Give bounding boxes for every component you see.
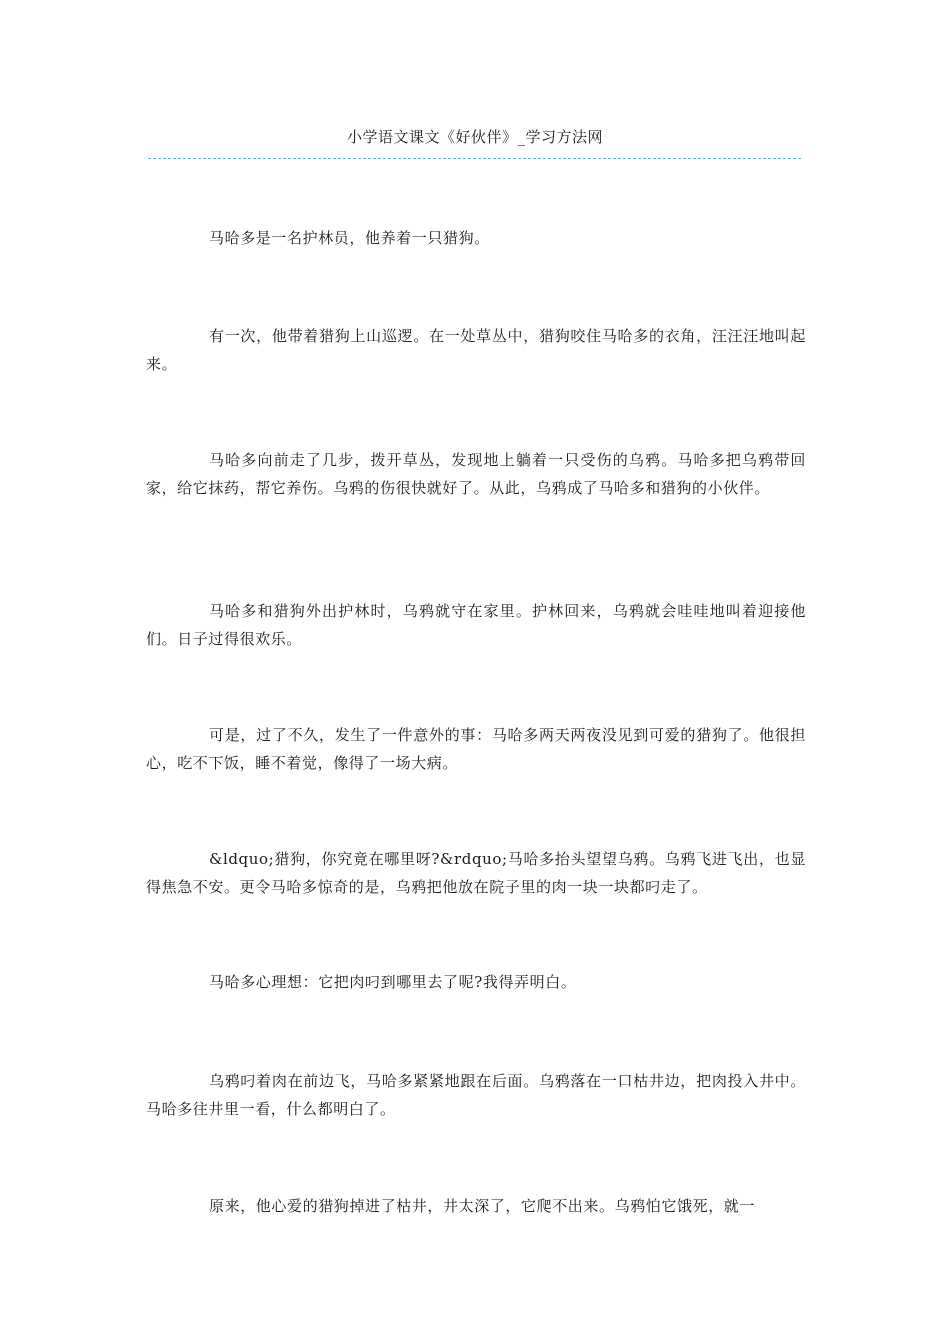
document-title: 小学语文课文《好伙伴》_学习方法网: [346, 128, 603, 146]
paragraph-9: 原来，他心爱的猎狗掉进了枯井，井太深了，它爬不出来。乌鸦怕它饿死，就一: [209, 1197, 756, 1215]
paragraph-4: 马哈多和猎狗外出护林时，乌鸦就守在家里。护林回来，乌鸦就会哇哇地叫着迎接他们。日子过得很欢乐。: [146, 602, 806, 648]
paragraph-8: 乌鸦叼着肉在前边飞，马哈多紧紧地跟在后面。乌鸦落在一口枯井边，把肉投入井中。马哈多往井里一看，什么都明白了。: [146, 1072, 806, 1118]
paragraph-5: 可是，过了不久，发生了一件意外的事：马哈多两天两夜没见到可爱的猎狗了。他很担心，吃不下饭，睡不着觉，像得了一场大病。: [146, 726, 806, 772]
paragraph-6: &ldquo;猎狗，你究竟在哪里呀?&rdquo;马哈多抬头望望乌鸦。乌鸦飞进飞出，也显得焦急不安。更令马哈多惊奇的是，乌鸦把他放在院子里的肉一块一块都叼走了。: [146, 850, 806, 896]
paragraph-3: 马哈多向前走了几步，拨开草丛，发现地上躺着一只受伤的乌鸦。马哈多把乌鸦带回家，给它抹药，帮它养伤。乌鸦的伤很快就好了。从此，乌鸦成了马哈多和猎狗的小伙伴。: [146, 451, 806, 497]
title-divider: [148, 158, 801, 159]
paragraph-1: 马哈多是一名护林员，他养着一只猎狗。: [209, 229, 490, 247]
paragraph-2: 有一次，他带着猎狗上山巡逻。在一处草丛中，猎狗咬住马哈多的衣角，汪汪汪地叫起来。: [146, 327, 806, 373]
paragraph-7: 马哈多心理想：它把肉叼到哪里去了呢?我得弄明白。: [209, 973, 577, 991]
